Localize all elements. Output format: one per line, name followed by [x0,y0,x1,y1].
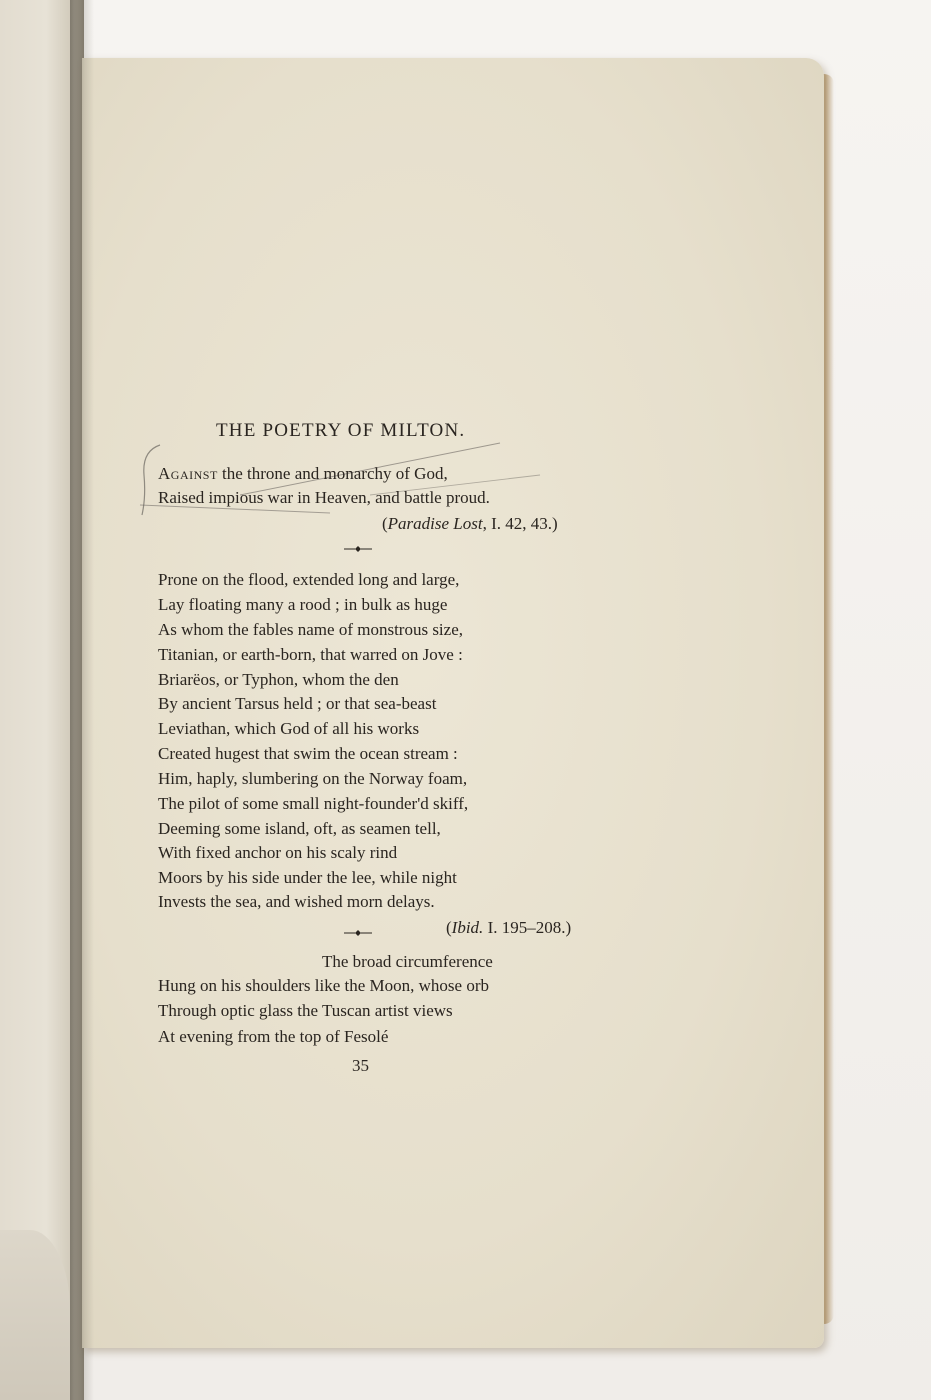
stanza3-line: At evening from the top of Fesolé [158,1027,389,1046]
stanza2-line: Moors by his side under the lee, while night [158,868,457,887]
stanza1-line1 [158,464,448,484]
stanza2-line: Created hugest that swim the ocean stream : [158,744,458,763]
left-page-curl [0,1230,70,1400]
ornament-divider [344,929,372,937]
stanza3-line: Through optic glass the Tuscan artist views [158,1001,453,1020]
stanza2-line: Him, haply, slumbering on the Norway foam, [158,769,468,788]
stanza2-line: With fixed anchor on his scaly rind [158,843,398,862]
stanza2-line: Lay floating many a rood ; in bulk as huge [158,595,448,614]
stanza2-citation: (Ibid. I. 195–208.) [446,918,572,937]
stanza3-line: Hung on his shoulders like the Moon, whose orb [158,976,490,995]
page-title: THE POETRY OF MILTON. [216,420,466,441]
stanza2-line: Briarëos, or Typhon, whom the den [158,670,399,689]
stanza2-line: Leviathan, which God of all his works [158,719,420,738]
stanza3-line: The broad circumference [322,952,493,971]
stanza2-cite-title: Ibid. [451,918,484,937]
ornament-divider [344,545,372,553]
stanza1-citation: (Paradise Lost, I. 42, 43.) [382,514,558,533]
stanza1-cite-rest: , I. 42, 43.) [482,514,558,533]
stanza2-line: The pilot of some small night-founder'd skiff, [158,794,469,813]
stanza1-cite-title: Paradise Lost [387,514,483,533]
stanza2-line: As whom the fables name of monstrous size, [158,620,463,639]
stanza1-line1-rest: the throne and monarchy of God, [217,464,448,483]
stanza2-cite-rest: I. 195–208.) [483,918,572,937]
stanza2-line: Invests the sea, and wished morn delays. [158,892,435,911]
stanza2-line: By ancient Tarsus held ; or that sea-beast [158,694,437,713]
stanza2-line: Titanian, or earth-born, that warred on Jove : [158,645,463,664]
stanza2-line: Deeming some island, oft, as seamen tell, [158,819,441,838]
stanza1-line2: Raised impious war in Heaven, and battle proud. [158,488,490,507]
gutter-shadow [70,0,94,1400]
stanza1-lead-word: Against [158,464,218,483]
stanza2-line: Prone on the flood, extended long and large, [158,570,460,589]
page-number: 35 [352,1056,369,1075]
